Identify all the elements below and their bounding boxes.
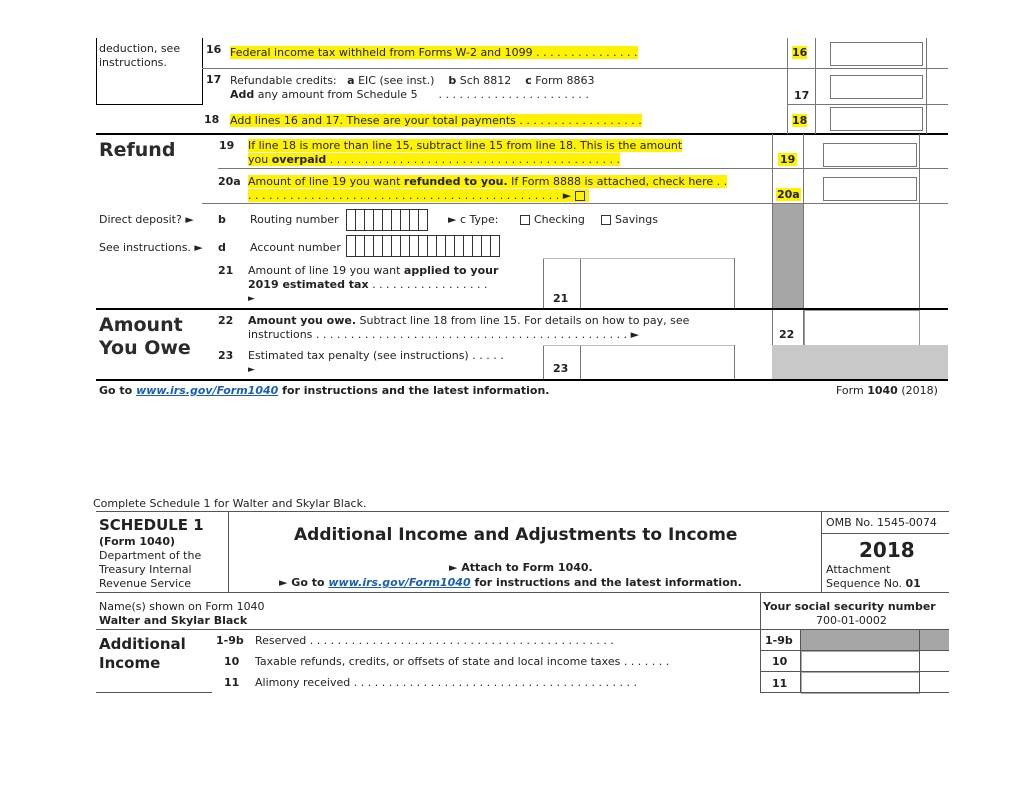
- line1-9b-box-label: 1-9b: [765, 634, 793, 647]
- line18-box-label: 18: [792, 114, 808, 127]
- schedule-intro: Complete Schedule 1 for Walter and Skylar Black.: [93, 497, 367, 510]
- ssn-divider: [760, 593, 761, 629]
- line22-label-1: Amount you owe. Subtract line 18 from line 15. For details on how to pay, see: [248, 314, 690, 327]
- schedule-header-left-divider: [228, 512, 229, 592]
- line11-box-label: 11: [772, 677, 788, 690]
- line19-amount-input[interactable]: [823, 143, 917, 167]
- line23-box-top: [543, 345, 734, 346]
- line1-9b-label: Reserved . . . . . . . . . . . . . . . . . . . . . . . . . . . . . . . . . . . . . . . . . . . .: [255, 634, 614, 647]
- schedule-dept-2: Treasury Internal: [99, 563, 192, 576]
- schedule-dept-1: Department of the: [99, 549, 202, 562]
- schedule-title: SCHEDULE 1: [99, 516, 204, 534]
- names-label: Name(s) shown on Form 1040: [99, 600, 265, 613]
- ssn-label: Your social security number: [763, 600, 936, 613]
- line23-number: 23: [218, 349, 234, 362]
- line16-label: Federal income tax withheld from Forms W-2 and 1099 . . . . . . . . . . . . . . .: [230, 46, 638, 59]
- sidebar-border-bottom: [96, 104, 202, 105]
- form8888-checkbox[interactable]: [575, 191, 585, 201]
- tax-year: 2018: [859, 538, 915, 562]
- line19-label-2: you overpaid . . . . . . . . . . . . . . . . . . . . . . . . . . . . . . . . . . . . . . . . . .: [248, 153, 620, 166]
- sequence-number: Sequence No. 01: [826, 577, 921, 590]
- schedule-header-bottom: [96, 592, 949, 593]
- line17-add-label: Add any amount from Schedule 5 . . . . . . . . . . . . . . . . . . . . . .: [230, 88, 589, 101]
- line21-box-top: [543, 258, 734, 259]
- line19-label-1: If line 18 is more than line 15, subtract line 15 from line 18. This is the amount: [248, 139, 683, 152]
- schedule-goto: ► Go to www.irs.gov/Form1040 for instructions and the latest information.: [279, 576, 742, 589]
- schedule-header-right-divider: [821, 512, 822, 592]
- line16-number: 16: [206, 43, 222, 56]
- line18-amount-input[interactable]: [830, 107, 923, 131]
- col-divider-top-2: [815, 38, 816, 134]
- attachment-label: Attachment: [826, 563, 891, 576]
- line23-box-left: [543, 345, 544, 379]
- omb-number: OMB No. 1545-0074: [826, 516, 937, 529]
- line22-number: 22: [218, 314, 234, 327]
- line21-label-1: Amount of line 19 you want applied to your: [248, 264, 499, 277]
- line20a-box-label: 20a: [777, 188, 800, 201]
- line22-amount-input[interactable]: [804, 310, 920, 346]
- line1-9b-number: 1-9b: [216, 634, 244, 647]
- account-number-input[interactable]: [346, 235, 500, 255]
- col-divider-top-3: [926, 38, 927, 134]
- checking-checkbox[interactable]: [520, 215, 530, 225]
- section-underline: [96, 692, 212, 693]
- line20a-label-1: Amount of line 19 you want refunded to you. If Form 8888 is attached, check here . .: [248, 175, 728, 188]
- income-col-divider-3: [919, 630, 920, 693]
- income-col-divider-1: [760, 630, 761, 693]
- line1-9b-shaded: [801, 630, 949, 651]
- line18-label: Add lines 16 and 17. These are your total payments . . . . . . . . . . . . . . . . . .: [230, 114, 642, 127]
- line10-number: 10: [224, 655, 240, 668]
- line23-box-label: 23: [553, 362, 569, 375]
- form-identifier: Form 1040 (2018): [836, 384, 938, 397]
- sidebar-instructions-text: instructions.: [99, 56, 167, 69]
- line23-box-mid: [580, 345, 581, 379]
- line20a-number: 20a: [218, 175, 241, 188]
- line23-box-right: [734, 345, 735, 379]
- rule-refund-top: [96, 133, 948, 135]
- line23-arrow: ►: [248, 365, 255, 375]
- routing-number-input[interactable]: [346, 209, 428, 229]
- line11-label: Alimony received . . . . . . . . . . . . . . . . . . . . . . . . . . . . . . . . . . . . . . . . .: [255, 676, 637, 689]
- line10-label: Taxable refunds, credits, or offsets of state and local income taxes . . . . . . .: [255, 655, 670, 668]
- routing-number-label: Routing number: [250, 213, 339, 226]
- omb-rule: [822, 533, 949, 534]
- line20d-letter: d: [218, 241, 226, 254]
- line11-amount-input[interactable]: [801, 672, 920, 694]
- shaded-line23: [772, 345, 948, 379]
- amount-owe-title-1: Amount: [99, 314, 183, 336]
- income-row-rule-2: [760, 671, 949, 672]
- line18-number: 18: [204, 113, 220, 126]
- line20a-amount-input[interactable]: [823, 177, 917, 201]
- checking-option[interactable]: Checking: [520, 213, 585, 226]
- line21-label-2: 2019 estimated tax . . . . . . . . . . . . . . . . .: [248, 278, 488, 291]
- line19-number: 19: [219, 139, 235, 152]
- direct-deposit-label: Direct deposit? ►: [99, 213, 194, 226]
- line17-amount-input[interactable]: [830, 75, 923, 99]
- rule-19-20a: [218, 168, 948, 169]
- names-value[interactable]: Walter and Skylar Black: [99, 614, 248, 627]
- line17-number: 17: [206, 73, 222, 86]
- line17-label: Refundable credits: a EIC (see inst.) b Sch 8812 c Form 8863: [230, 74, 595, 87]
- line22-box-label: 22: [779, 328, 795, 341]
- additional-income-title-2: Income: [99, 654, 161, 672]
- savings-option[interactable]: Savings: [601, 213, 658, 226]
- account-type-label: ► c Type:: [448, 213, 499, 226]
- line20a-label-2: . . . . . . . . . . . . . . . . . . . . . . . . . . . . . . . . . . . . . . . . . . . . . ►: [248, 189, 589, 202]
- line10-box-label: 10: [772, 655, 788, 668]
- col-divider-top-1: [787, 38, 788, 134]
- line20b-letter: b: [218, 213, 226, 226]
- income-row-rule-3: [760, 692, 949, 693]
- line16-box-label: 16: [792, 46, 808, 59]
- line21-box-label: 21: [553, 292, 569, 305]
- footer-goto: Go to www.irs.gov/Form1040 for instructions and the latest information.: [99, 384, 550, 397]
- ssn-value[interactable]: 700-01-0002: [816, 614, 887, 627]
- income-col-divider-2: [800, 630, 801, 693]
- refund-section-title: Refund: [99, 139, 176, 161]
- income-row-rule-1: [760, 650, 949, 651]
- sidebar-border-left: [96, 38, 97, 104]
- line11-number: 11: [224, 676, 240, 689]
- line21-arrow: ►: [248, 294, 255, 304]
- schedule-heading: Additional Income and Adjustments to Income: [294, 525, 738, 545]
- shaded-column-refund: [773, 204, 803, 308]
- line21-box-left: [543, 258, 544, 308]
- line16-amount-input[interactable]: [830, 42, 923, 66]
- col-divider-mid-1: [772, 134, 773, 380]
- account-number-label: Account number: [250, 241, 341, 254]
- savings-checkbox[interactable]: [601, 215, 611, 225]
- line21-number: 21: [218, 264, 234, 277]
- sidebar-deduction-text: deduction, see: [99, 42, 181, 55]
- rule-footer: [96, 379, 948, 381]
- schedule-dept-3: Revenue Service: [99, 577, 192, 590]
- amount-owe-title-2: You Owe: [99, 337, 191, 359]
- line10-amount-input[interactable]: [801, 651, 920, 673]
- sidebar-border-right: [202, 38, 203, 105]
- line19-box-label: 19: [780, 153, 796, 166]
- schedule-irs-link[interactable]: www.irs.gov/Form1040: [328, 576, 471, 589]
- additional-income-title-1: Additional: [99, 635, 186, 653]
- see-instructions-label: See instructions. ►: [99, 241, 203, 254]
- line17-box-label: 17: [794, 89, 810, 102]
- rule-20a-20b: [202, 203, 948, 204]
- rule-17-18: [787, 104, 948, 105]
- irs-form1040-link[interactable]: www.irs.gov/Form1040: [136, 384, 279, 397]
- line21-box-right: [734, 258, 735, 308]
- line23-label: Estimated tax penalty (see instructions) . . . . .: [248, 349, 504, 362]
- line21-box-mid: [580, 258, 581, 308]
- rule-16-17: [202, 68, 948, 69]
- schedule-attach: ► Attach to Form 1040.: [449, 561, 593, 574]
- line22-label-2: instructions . . . . . . . . . . . . . . . . . . . . . . . . . . . . . . . . . . . . . . . . . . . . . ►: [248, 328, 640, 341]
- schedule-form-ref: (Form 1040): [99, 535, 176, 548]
